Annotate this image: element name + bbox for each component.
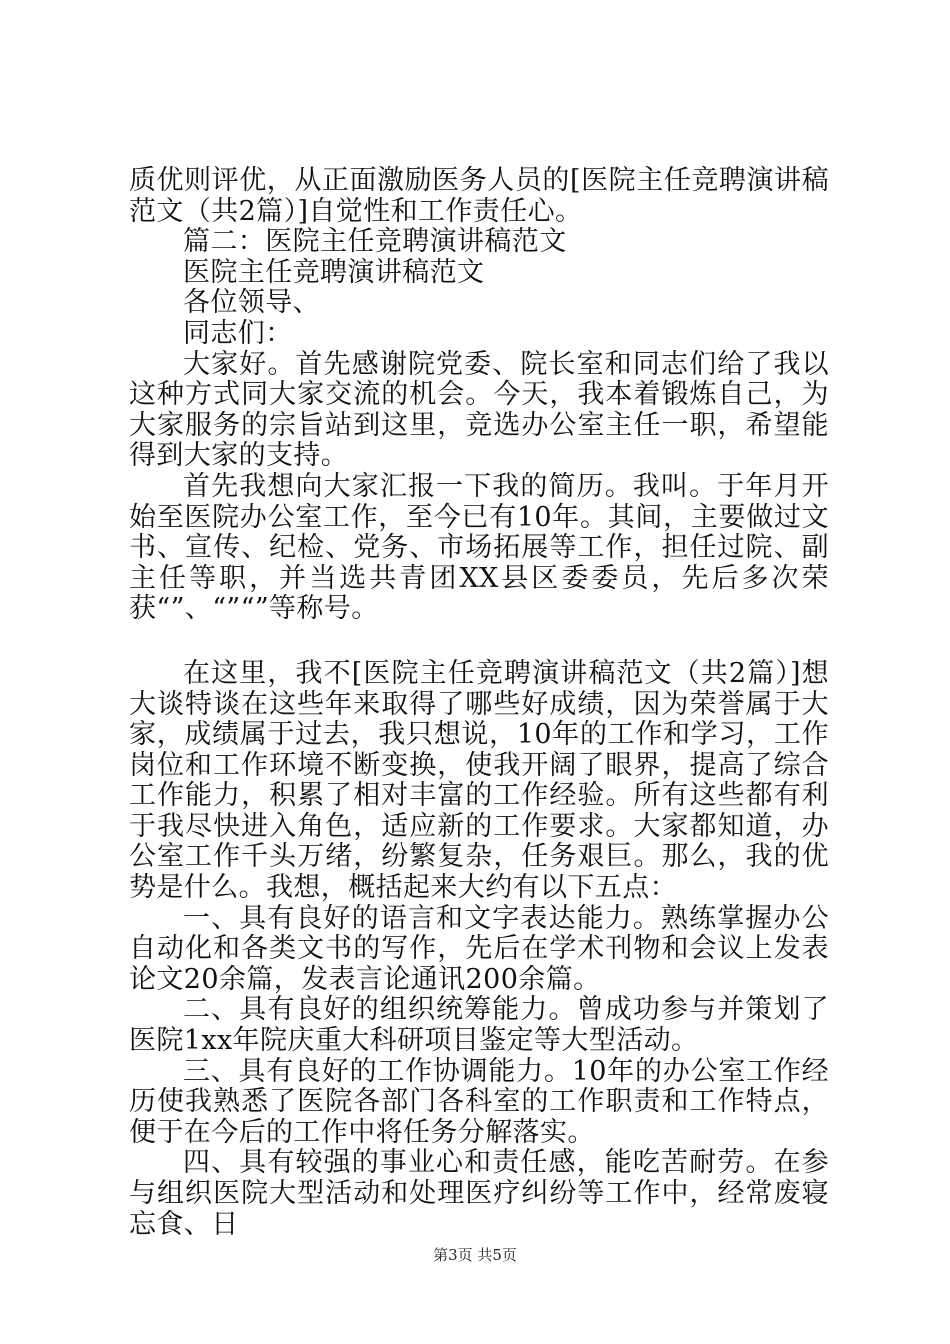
paragraph-point-two: 二、具有良好的组织统筹能力。曾成功参与并策划了医院1xx年院庆重大科研项目鉴定等大型活动。 (129, 994, 829, 1057)
paragraph-greeting: 大家好。首先感谢院党委、院长室和同志们给了我以这种方式同大家交流的机会。今天，我本着锻炼自己，为大家服务的宗旨站到这里，竞选办公室主任一职，希望能得到大家的支持。 (129, 348, 829, 472)
document-body (129, 166, 829, 1240)
paragraph-speech-title: 医院主任竞聘演讲稿范文 (183, 256, 485, 288)
paragraph-strengths-intro: 在这里，我不[医院主任竞聘演讲稿范文（共2篇）]想大谈特谈在这些年来取得了哪些好成绩，因为荣誉属于大家，成绩属于过去，我只想说，10年的工作和学习，工作岗位和工作环境不断变换，使我开阔了眼界，提高了综合工作能力，积累了相对丰富的工作经验。所有这些都有利于我尽快进入角色，适应新的工作要求。大家都知道，办公室工作千头万绪，纷繁复杂，任务艰巨。那么，我的优势是什么。我想，概括起来大约有以下五点： (129, 657, 829, 904)
paragraph-point-one: 一、具有良好的语言和文字表达能力。熟练掌握办公自动化和各类文书的写作，先后在学术刊物和会议上发表论文20余篇，发表言论通讯200余篇。 (129, 902, 829, 995)
page-number-label: 第3页 共5页 (433, 1246, 517, 1264)
paragraph-point-three: 三、具有良好的工作协调能力。10年的办公室工作经历使我熟悉了医院各部门各科室的工作职责和工作特点，便于在今后的工作中将任务分解落实。 (129, 1055, 829, 1148)
paragraph-salutation-leaders: 各位领导、 (183, 287, 320, 319)
page-footer (0, 1245, 950, 1265)
paragraph-chapter-heading: 篇二：医院主任竞聘演讲稿范文 (183, 226, 567, 258)
paragraph-point-four: 四、具有较强的事业心和责任感，能吃苦耐劳。在参与组织医院大型活动和处理医疗纠纷等工作中，经常废寝忘食、日 (129, 1147, 829, 1240)
paragraph-resume: 首先我想向大家汇报一下我的简历。我叫。于年月开始至医院办公室工作，至今已有10年。其间，主要做过文书、宣传、纪检、党务、市场拓展等工作，担任过院、副主任等职，并当选共青团XX县区委委员，先后多次荣获“”、“”“”等称号。 (129, 470, 829, 625)
paragraph-continuation: 质优则评优，从正面激励医务人员的[医院主任竞聘演讲稿范文（共2篇）]自觉性和工作责任心。 (129, 165, 829, 227)
paragraph-salutation-comrades: 同志们： (183, 317, 293, 349)
